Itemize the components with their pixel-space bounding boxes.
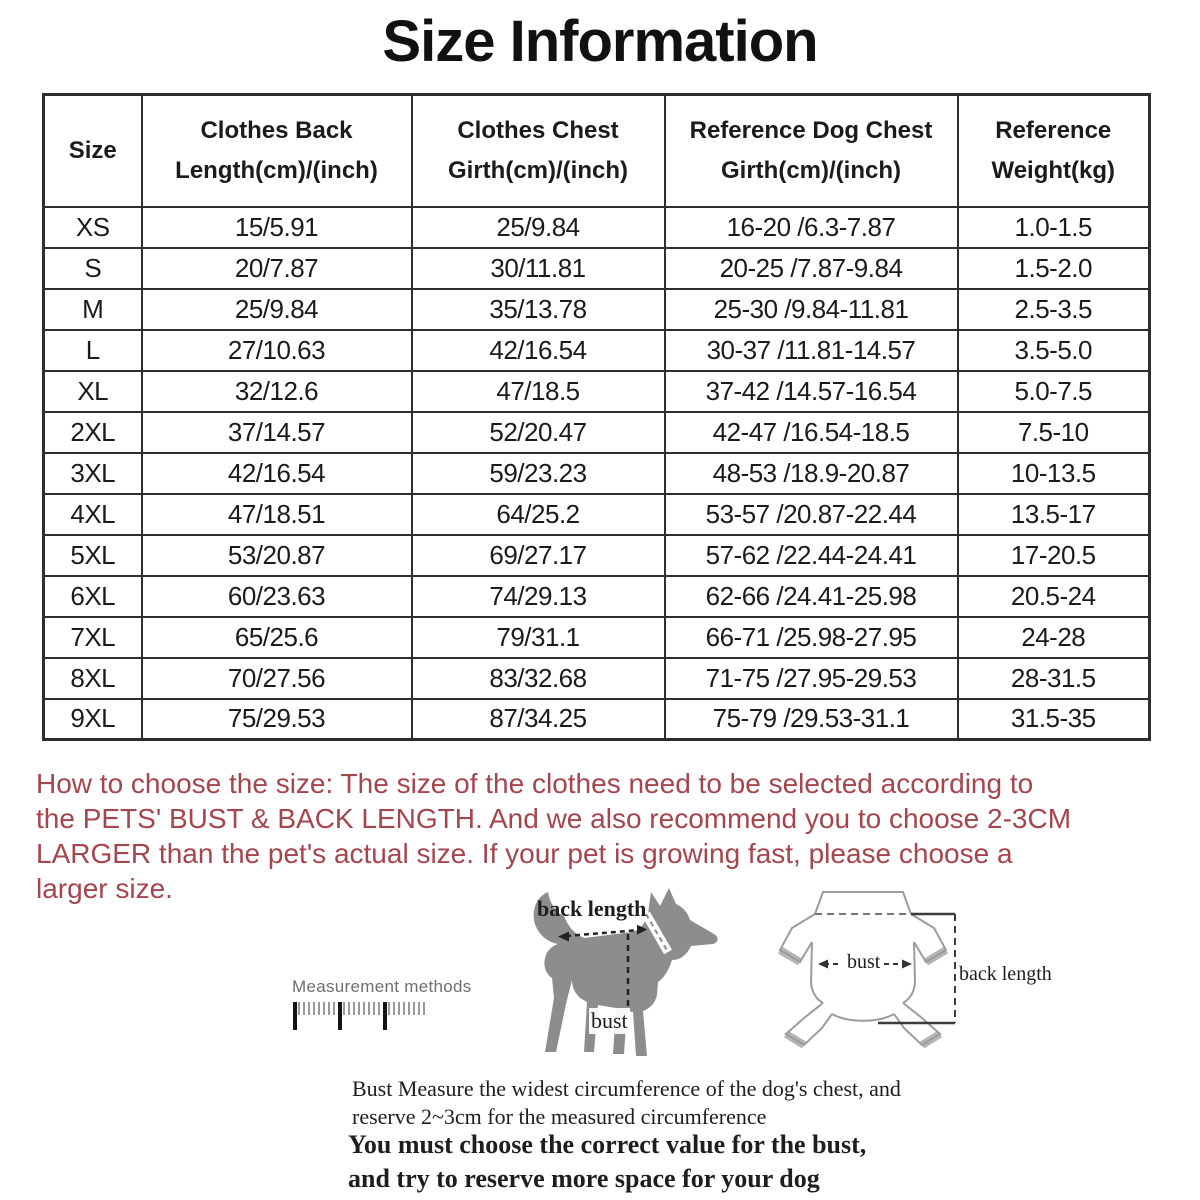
table-row	[44, 248, 1150, 289]
size-value: 53-57 /20.87-22.44	[665, 494, 958, 535]
size-label: 2XL	[44, 412, 142, 453]
size-value: 47/18.51	[142, 494, 412, 535]
size-label: 8XL	[44, 658, 142, 699]
size-value: 69/27.17	[412, 535, 665, 576]
size-value: 20-25 /7.87-9.84	[665, 248, 958, 289]
page-title: Size Information	[382, 9, 818, 74]
size-value: 71-75 /27.95-29.53	[665, 658, 958, 699]
table-row	[44, 330, 1150, 371]
size-value: 42/16.54	[142, 453, 412, 494]
size-value: 79/31.1	[412, 617, 665, 658]
garment-back-length-label: back length	[959, 963, 1052, 985]
size-value: 1.5-2.0	[958, 248, 1150, 289]
size-value: 15/5.91	[142, 207, 412, 248]
size-value: 3.5-5.0	[958, 330, 1150, 371]
table-row	[44, 289, 1150, 330]
size-value: 35/13.78	[412, 289, 665, 330]
size-value: 87/34.25	[412, 699, 665, 740]
size-label: XL	[44, 371, 142, 412]
size-label: 7XL	[44, 617, 142, 658]
size-value: 47/18.5	[412, 371, 665, 412]
size-value: 24-28	[958, 617, 1150, 658]
col-header-weight: Reference Weight(kg)	[958, 95, 1150, 207]
size-value: 16-20 /6.3-7.87	[665, 207, 958, 248]
size-value: 10-13.5	[958, 453, 1150, 494]
size-value: 25/9.84	[142, 289, 412, 330]
size-label: M	[44, 289, 142, 330]
col-header-size: Size	[44, 95, 142, 207]
size-value: 5.0-7.5	[958, 371, 1150, 412]
size-value: 37/14.57	[142, 412, 412, 453]
size-value: 13.5-17	[958, 494, 1150, 535]
size-value: 2.5-3.5	[958, 289, 1150, 330]
size-value: 27/10.63	[142, 330, 412, 371]
bust-warning-line2: and try to reserve more space for your dog	[348, 1164, 820, 1193]
col-header-dog-chest-girth: Reference Dog Chest Girth(cm)/(inch)	[665, 95, 958, 207]
size-value: 53/20.87	[142, 535, 412, 576]
size-value: 28-31.5	[958, 658, 1150, 699]
size-value: 64/25.2	[412, 494, 665, 535]
size-label: L	[44, 330, 142, 371]
size-value: 70/27.56	[142, 658, 412, 699]
size-value: 31.5-35	[958, 699, 1150, 740]
size-value: 37-42 /14.57-16.54	[665, 371, 958, 412]
table-row	[44, 576, 1150, 617]
size-value: 30-37 /11.81-14.57	[665, 330, 958, 371]
size-label: S	[44, 248, 142, 289]
size-value: 1.0-1.5	[958, 207, 1150, 248]
size-value: 25/9.84	[412, 207, 665, 248]
size-value: 59/23.23	[412, 453, 665, 494]
size-label: XS	[44, 207, 142, 248]
table-body	[44, 207, 1150, 740]
table-row	[44, 453, 1150, 494]
garment-bust-arrowhead-right	[902, 960, 912, 969]
size-value: 60/23.63	[142, 576, 412, 617]
table-row	[44, 658, 1150, 699]
size-table	[42, 93, 1151, 741]
bust-warning-line1: You must choose the correct value for the bust,	[348, 1130, 867, 1159]
table-row	[44, 412, 1150, 453]
table-row	[44, 535, 1150, 576]
size-label: 4XL	[44, 494, 142, 535]
table-row	[44, 371, 1150, 412]
size-value: 20.5-24	[958, 576, 1150, 617]
table-row	[44, 207, 1150, 248]
table-row	[44, 699, 1150, 740]
size-value: 20/7.87	[142, 248, 412, 289]
bust-measure-note-line1: Bust Measure the widest circumference of the dog's chest, and	[352, 1076, 901, 1101]
size-value: 66-71 /25.98-27.95	[665, 617, 958, 658]
size-value: 32/12.6	[142, 371, 412, 412]
dog-bust-label: bust	[591, 1008, 628, 1033]
size-value: 75-79 /29.53-31.1	[665, 699, 958, 740]
table-header-row	[44, 95, 1150, 207]
garment-bust-arrowhead-left	[818, 960, 828, 969]
size-label: 6XL	[44, 576, 142, 617]
sizing-note: How to choose the size: The size of the clothes need to be selected according to the PETS' BUST & BACK LENGTH. And we also recommend you to choose 2-3CM LARGER than the pet's actual size. If your pet is growing fast, please choose a larger size.	[36, 768, 1072, 904]
size-label: 9XL	[44, 699, 142, 740]
size-label: 3XL	[44, 453, 142, 494]
size-value: 42-47 /16.54-18.5	[665, 412, 958, 453]
garment-bust-label: bust	[847, 951, 881, 973]
size-value: 52/20.47	[412, 412, 665, 453]
col-header-chest-girth: Clothes Chest Girth(cm)/(inch)	[412, 95, 665, 207]
size-value: 57-62 /22.44-24.41	[665, 535, 958, 576]
table-row	[44, 617, 1150, 658]
ruler-icon	[293, 1002, 427, 1030]
size-value: 75/29.53	[142, 699, 412, 740]
size-value: 62-66 /24.41-25.98	[665, 576, 958, 617]
size-value: 48-53 /18.9-20.87	[665, 453, 958, 494]
size-value: 65/25.6	[142, 617, 412, 658]
size-label: 5XL	[44, 535, 142, 576]
size-value: 30/11.81	[412, 248, 665, 289]
size-value: 17-20.5	[958, 535, 1150, 576]
size-value: 83/32.68	[412, 658, 665, 699]
col-header-back-length: Clothes Back Length(cm)/(inch)	[142, 95, 412, 207]
dog-back-length-label: back length	[537, 896, 647, 921]
table-row	[44, 494, 1150, 535]
size-value: 42/16.54	[412, 330, 665, 371]
size-value: 25-30 /9.84-11.81	[665, 289, 958, 330]
size-value: 74/29.13	[412, 576, 665, 617]
measurement-methods-label: Measurement methods	[292, 977, 472, 996]
size-value: 7.5-10	[958, 412, 1150, 453]
bust-measure-note-line2: reserve 2~3cm for the measured circumference	[352, 1104, 767, 1129]
